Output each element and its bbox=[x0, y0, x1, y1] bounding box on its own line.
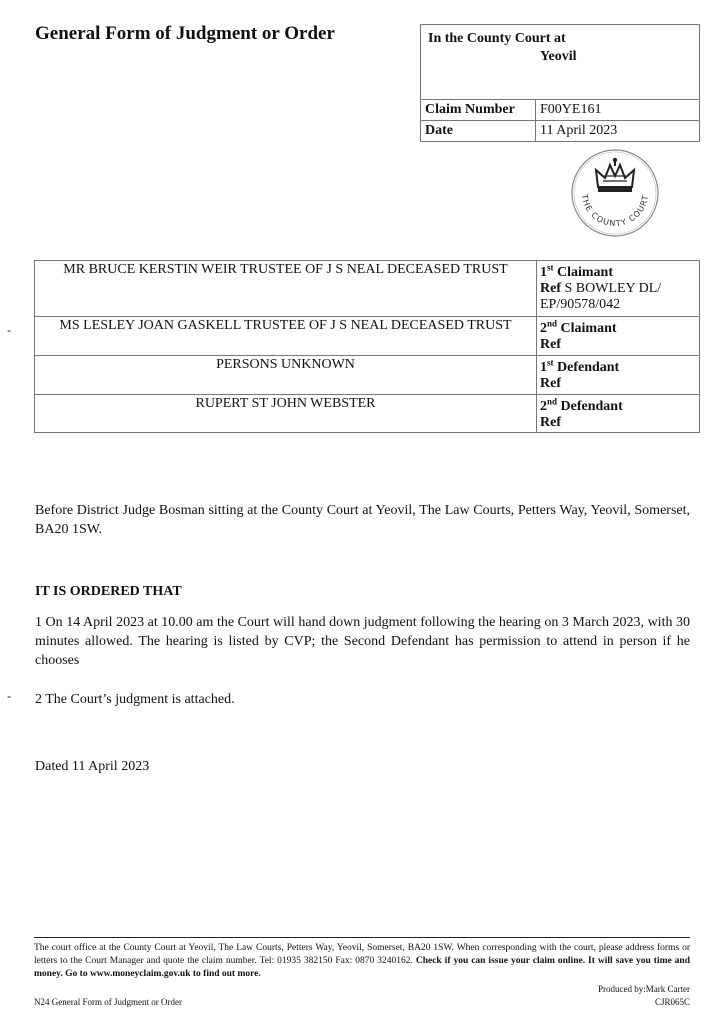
before-judge-text: Before District Judge Bosman sitting at the County Court at Yeovil, The Law Courts, Petters Way, Yeovil, Somerset, BA20 1SW. bbox=[35, 503, 690, 537]
party-name: MS LESLEY JOAN GASKELL TRUSTEE OF J S NEAL DECEASED TRUST bbox=[35, 317, 537, 356]
parties-table bbox=[34, 260, 700, 433]
party-ordinal-suffix: nd bbox=[547, 396, 558, 406]
party-role-cell bbox=[537, 317, 700, 356]
party-ref bbox=[540, 281, 696, 313]
date-value: 11 April 2023 bbox=[536, 121, 700, 142]
court-name-cell bbox=[421, 25, 700, 100]
party-ref-label: Ref bbox=[540, 414, 561, 430]
dated-text: Dated 11 April 2023 bbox=[35, 759, 150, 774]
party-ref bbox=[540, 415, 696, 431]
margin-mark: - bbox=[7, 323, 11, 337]
party-role bbox=[540, 262, 613, 280]
party-ordinal-suffix: st bbox=[547, 357, 554, 367]
order-paragraph-2: 2 The Court’s judgment is attached. bbox=[35, 692, 235, 707]
court-seal-icon bbox=[570, 148, 660, 238]
party-ref-label: Ref bbox=[540, 336, 561, 352]
party-ref-label: Ref bbox=[540, 375, 561, 391]
party-ref-label: Ref bbox=[540, 280, 561, 296]
party-ordinal-suffix: st bbox=[547, 262, 554, 272]
party-ordinal: 1 bbox=[540, 359, 547, 375]
party-name: PERSONS UNKNOWN bbox=[35, 356, 537, 395]
court-location: Yeovil bbox=[540, 49, 577, 64]
party-role bbox=[540, 357, 620, 375]
party-ref bbox=[540, 337, 696, 353]
party-role-cell bbox=[537, 395, 700, 433]
party-name: RUPERT ST JOHN WEBSTER bbox=[35, 395, 537, 433]
party-name: MR BRUCE KERSTIN WEIR TRUSTEE OF J S NEAL DECEASED TRUST bbox=[35, 261, 537, 317]
date-label: Date bbox=[421, 121, 536, 142]
party-role bbox=[540, 318, 617, 336]
court-line: In the County Court at bbox=[428, 31, 566, 46]
footer bbox=[34, 942, 690, 1009]
svg-text:THE COUNTY COURT bbox=[580, 193, 650, 228]
party-role-label: Defendant bbox=[557, 359, 620, 375]
form-code: CJR065C bbox=[654, 997, 690, 1007]
footer-divider bbox=[34, 937, 690, 938]
party-row bbox=[35, 261, 700, 317]
party-ordinal: 1 bbox=[540, 264, 547, 280]
footer-notice bbox=[34, 942, 690, 981]
court-details-table bbox=[420, 24, 700, 142]
footer-text: The court office at the County Court at Yeovil, The Law Courts, Petters Way, Yeovil, Somerset, BA20 1SW. When corresponding with the court, please address forms or letters to the Court Manager and quote the claim number. Tel: 01935 382150 Fax: 0870 3240162. bbox=[34, 943, 690, 966]
footer-online-notice: Check if you can issue your claim online. It will save you time and money. Go to www.moneyclaim.gov.uk to find out more. bbox=[34, 956, 690, 979]
party-row bbox=[35, 356, 700, 395]
form-name: N24 General Form of Judgment or Order bbox=[34, 997, 182, 1007]
document-title: General Form of Judgment or Order bbox=[35, 23, 335, 44]
order-paragraph-1: 1 On 14 April 2023 at 10.00 am the Court will hand down judgment following the hearing on 3 March 2023, with 30 minutes allowed. The hearing is listed by CVP; the Second Defendant has permission to attend in person if he chooses bbox=[35, 615, 690, 668]
seal-text: THE COUNTY COURT bbox=[579, 193, 651, 229]
party-ordinal: 2 bbox=[540, 320, 547, 336]
party-row bbox=[35, 317, 700, 356]
party-role-cell bbox=[537, 261, 700, 317]
ordered-heading: IT IS ORDERED THAT bbox=[35, 584, 182, 599]
party-ref bbox=[540, 376, 696, 392]
produced-by: Produced by:Mark Carter bbox=[598, 984, 690, 994]
party-ordinal-suffix: nd bbox=[547, 318, 558, 328]
party-ordinal: 2 bbox=[540, 398, 547, 414]
crown-icon bbox=[596, 158, 634, 192]
party-role-label: Defendant bbox=[560, 398, 623, 414]
footer-bottom-row bbox=[34, 996, 690, 1009]
party-role-label: Claimant bbox=[560, 320, 617, 336]
party-role-label: Claimant bbox=[557, 264, 613, 280]
claim-number-value: F00YE161 bbox=[536, 100, 700, 121]
party-row bbox=[35, 395, 700, 433]
margin-mark: - bbox=[7, 689, 11, 703]
claim-number-label: Claim Number bbox=[421, 100, 536, 121]
party-role-cell bbox=[537, 356, 700, 395]
party-role bbox=[540, 396, 623, 414]
party-ref-value: S BOWLEY DL/ EP/90578/042 bbox=[540, 280, 662, 312]
